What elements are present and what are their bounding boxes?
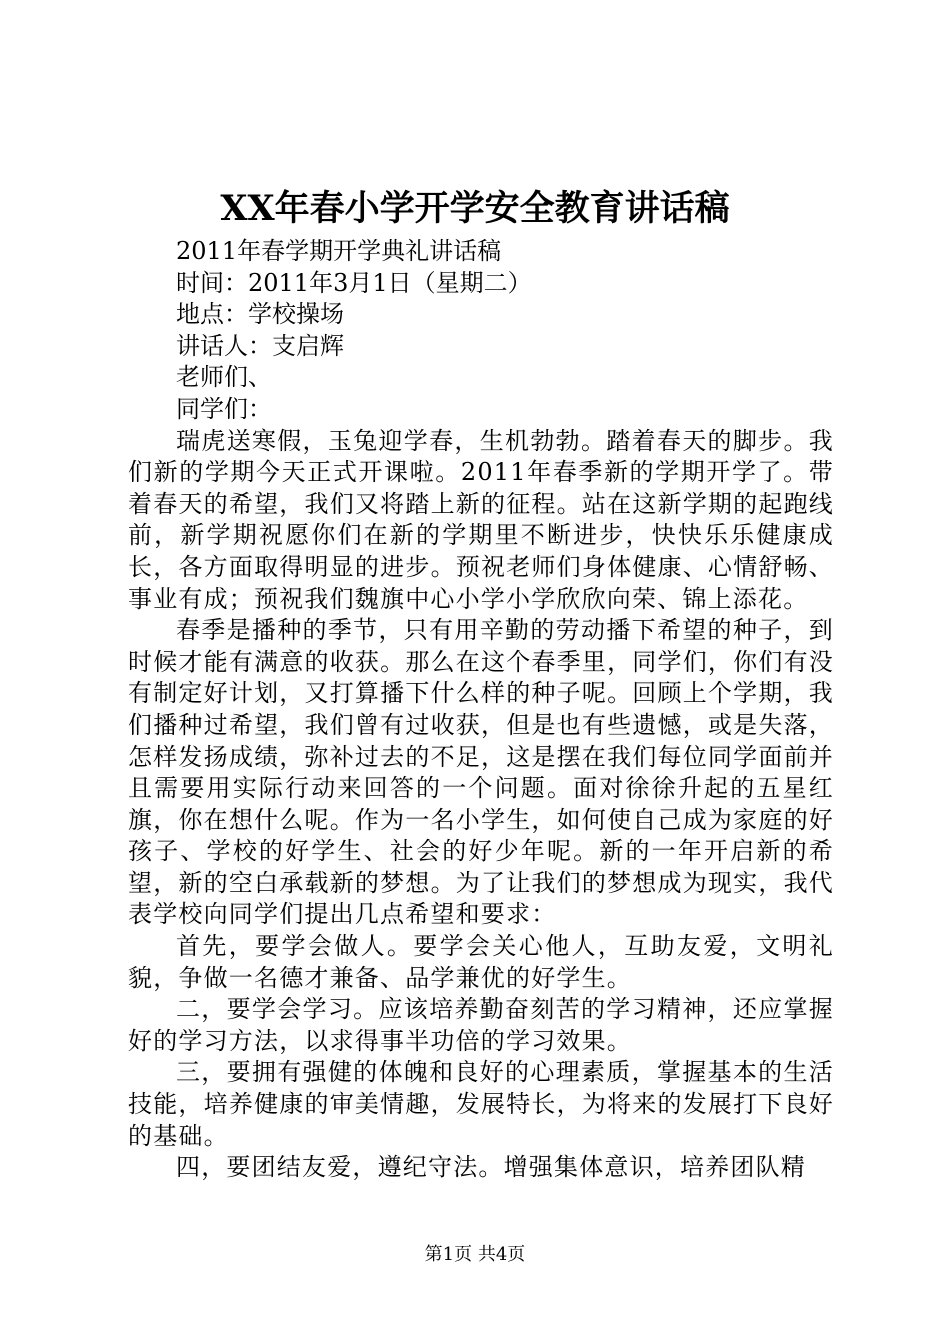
header-line-time: 时间：2011年3月1日（星期二） <box>176 268 532 297</box>
paragraph-spring: 春季是播种的季节，只有用辛勤的劳动播下希望的种子，到时候才能有满意的收获。那么在这个春季里，同学们，你们有没有制定好计划，又打算播下什么样的种子呢。回顾上个学期，我们播种过希望，我们曾有过收获，但是也有些遗憾，或是失落，怎样发扬成绩，弥补过去的不足，这是摆在我们每位同学面前并且需要用实际行动来回答的一个问题。面对徐徐升起的五星红旗，你在想什么呢。作为一名小学生，如何使自己成为家庭的好孩子、学校的好学生、社会的好少年呢。新的一年开启新的希望，新的空白承载新的梦想。为了让我们的梦想成为现实，我代表学校向同学们提出几点希望和要求： <box>128 616 834 929</box>
paragraph-opening: 瑞虎送寒假，玉兔迎学春，生机勃勃。踏着春天的脚步。我们新的学期今天正式开课啦。2011年春季新的学期开学了。带着春天的希望，我们又将踏上新的征程。站在这新学期的起跑线前，新学期祝愿你们在新的学期里不断进步，快快乐乐健康成长，各方面取得明显的进步。预祝老师们身体健康、心情舒畅、事业有成；预祝我们魏旗中心小学小学欣欣向荣、锦上添花。 <box>128 426 834 613</box>
document-title: XX年春小学开学安全教育讲话稿 <box>220 188 730 229</box>
header-line-location: 地点：学校操场 <box>176 300 344 329</box>
header-line-speaker: 讲话人：支启辉 <box>176 331 344 360</box>
page-footer: 第1页 共4页 <box>424 1244 526 1265</box>
paragraph-point-2: 二，要学会学习。应该培养勤奋刻苦的学习精神，还应掌握好的学习方法，以求得事半功倍的学习效果。 <box>128 995 834 1055</box>
paragraph-point-4: 四，要团结友爱，遵纪守法。增强集体意识，培养团队精 <box>176 1153 806 1182</box>
greeting-teachers: 老师们、 <box>176 363 272 392</box>
header-line-subtitle: 2011年春学期开学典礼讲话稿 <box>176 237 502 265</box>
paragraph-point-1: 首先，要学会做人。要学会关心他人，互助友爱，文明礼貌，争做一名德才兼备、品学兼优的好学生。 <box>128 932 834 992</box>
paragraph-point-3: 三，要拥有强健的体魄和良好的心理素质，掌握基本的生活技能，培养健康的审美情趣，发展特长，为将来的发展打下良好的基础。 <box>128 1058 834 1150</box>
greeting-students: 同学们： <box>176 394 272 423</box>
document-body <box>128 236 834 1184</box>
